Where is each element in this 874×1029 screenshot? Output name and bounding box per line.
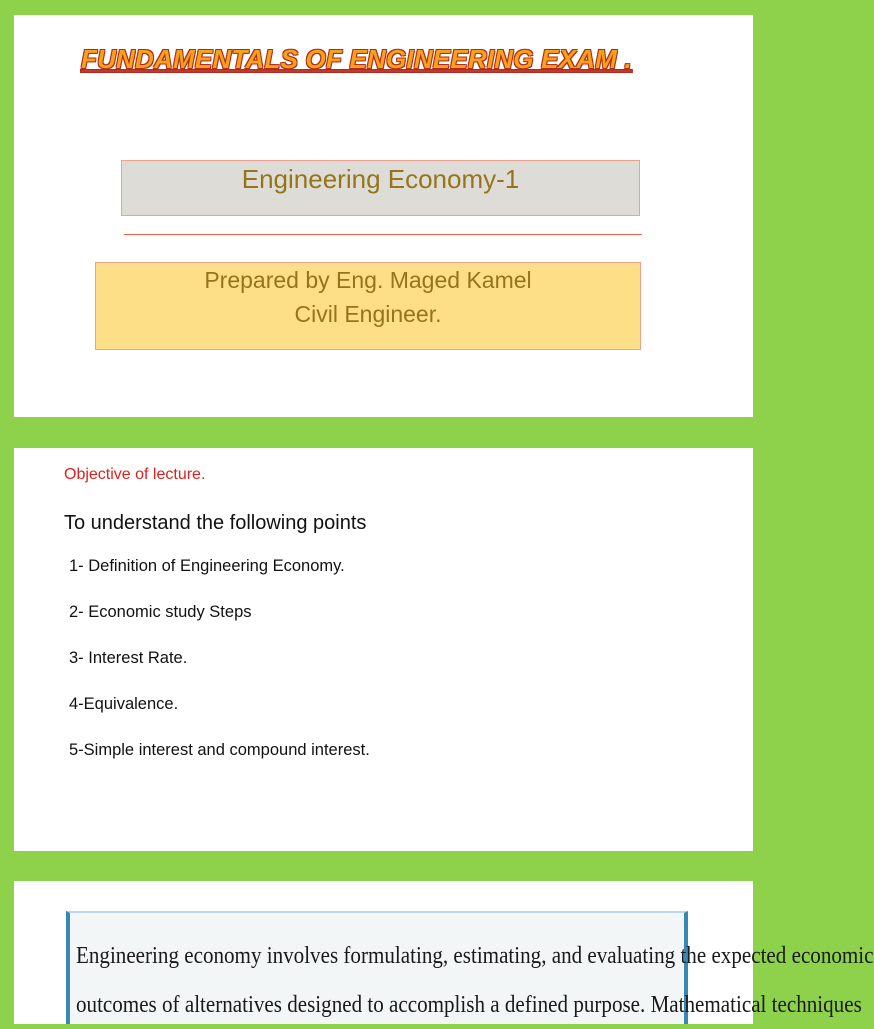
definition-excerpt [66, 911, 874, 1024]
slide-objectives [14, 448, 753, 851]
list-item: 2- Economic study Steps [69, 603, 252, 621]
excerpt-line: outcomes of alternatives designed to accomplish a defined purpose. Mathematical techniques [76, 991, 862, 1018]
main-title: FUNDAMENTALS OF ENGINEERING EXAM . [81, 44, 632, 74]
list-item: 5-Simple interest and compound interest. [69, 741, 370, 759]
author-role: Civil Engineer. [294, 301, 442, 327]
slide-definition [14, 881, 874, 1024]
excerpt-line: Engineering economy involves formulating, estimating, and evaluating the expected economic [76, 942, 874, 969]
author-box [95, 262, 641, 350]
divider-line [124, 234, 642, 235]
points-list [69, 556, 370, 786]
author-name: Prepared by Eng. Maged Kamel [204, 267, 532, 293]
subject-label: Engineering Economy-1 [241, 164, 520, 194]
list-item: 3- Interest Rate. [69, 649, 188, 667]
objective-heading: Objective of lecture. [64, 466, 206, 483]
list-item: 4-Equivalence. [69, 695, 179, 713]
list-item: 1- Definition of Engineering Economy. [69, 557, 345, 575]
subject-box [121, 160, 640, 216]
slide-title [14, 15, 753, 417]
intro-text: To understand the following points [64, 512, 367, 534]
